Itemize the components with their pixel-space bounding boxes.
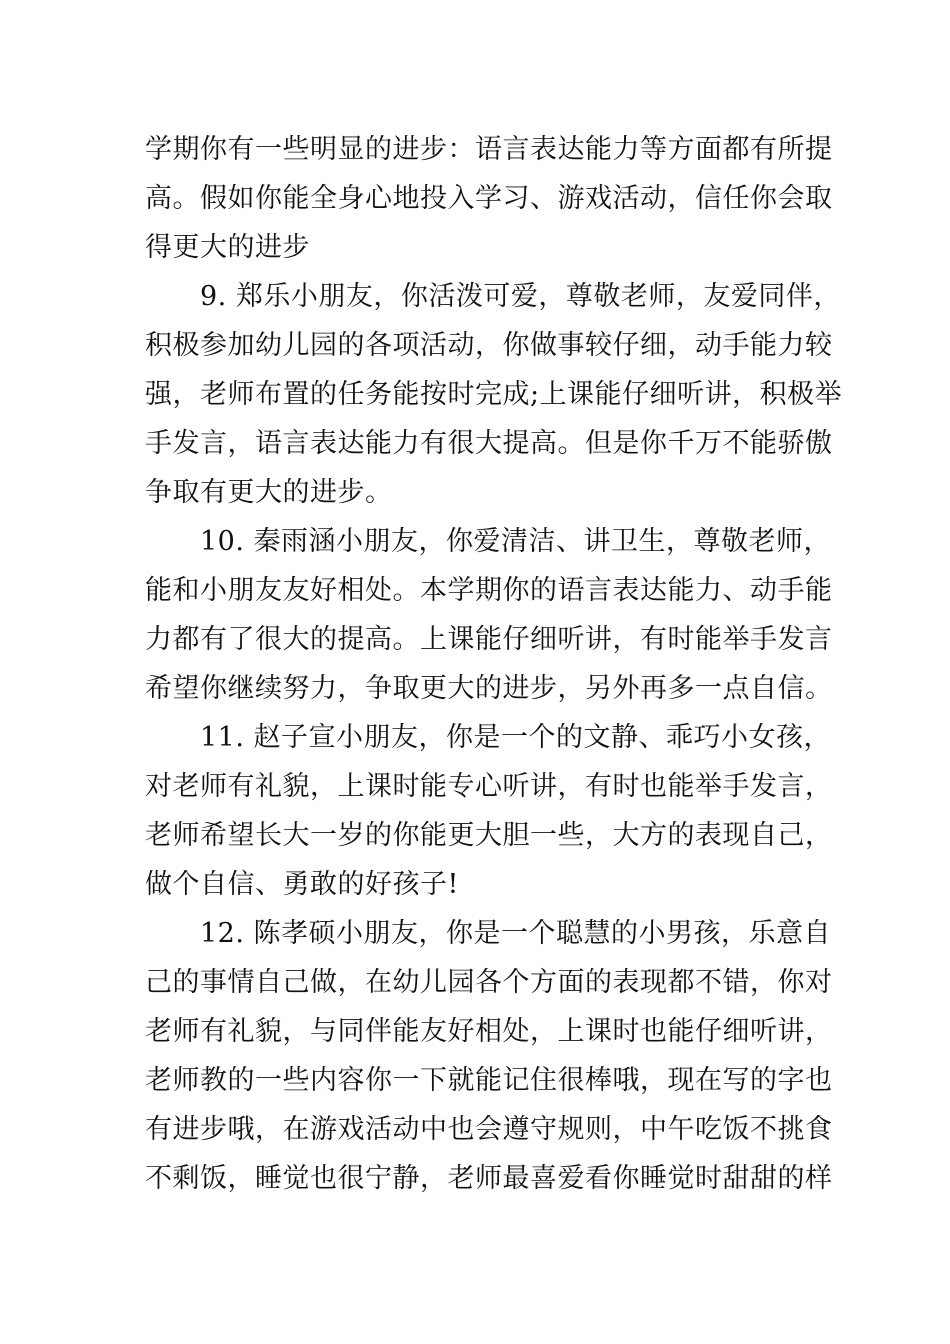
text-line: 对老师有礼貌，上课时能专心听讲，有时也能举手发言， bbox=[145, 771, 833, 802]
text-line: 学期你有一些明显的进步：语言表达能力等方面都有所提 bbox=[145, 134, 833, 165]
text-line: 11. 赵子宣小朋友，你是一个的文静、乖巧小女孩， bbox=[200, 722, 832, 753]
text-line: 9. 郑乐小朋友，你活泼可爱，尊敬老师，友爱同伴， bbox=[200, 281, 841, 312]
text-line: 老师教的一些内容你一下就能记住很棒哦，现在写的字也 bbox=[145, 1065, 833, 1096]
paragraph-item-10 bbox=[145, 517, 833, 713]
text-line: 力都有了很大的提高。上课能仔细听讲，有时能举手发言 bbox=[145, 624, 833, 655]
paragraph-item-9 bbox=[145, 272, 843, 517]
text-line: 能和小朋友友好相处。本学期你的语言表达能力、动手能 bbox=[145, 575, 833, 606]
text-line: 不剩饭，睡觉也很宁静，老师最喜爱看你睡觉时甜甜的样 bbox=[145, 1163, 833, 1194]
text-line: 得更大的进步 bbox=[145, 232, 310, 263]
text-line: 12. 陈孝硕小朋友，你是一个聪慧的小男孩，乐意自 bbox=[200, 918, 832, 949]
text-line: 老师希望长大一岁的你能更大胆一些，大方的表现自己， bbox=[145, 820, 833, 851]
text-line: 手发言，语言表达能力有很大提高。但是你千万不能骄傲 bbox=[145, 428, 833, 459]
document-body bbox=[145, 125, 843, 1203]
text-line: 做个自信、勇敢的好孩子! bbox=[145, 869, 459, 900]
text-line: 有进步哦，在游戏活动中也会遵守规则，中午吃饭不挑食 bbox=[145, 1114, 833, 1145]
paragraph-item-12 bbox=[145, 909, 833, 1203]
text-line: 老师有礼貌，与同伴能友好相处，上课时也能仔细听讲， bbox=[145, 1016, 833, 1047]
text-line: 10. 秦雨涵小朋友，你爱清洁、讲卫生，尊敬老师， bbox=[200, 526, 832, 557]
text-line: 高。假如你能全身心地投入学习、游戏活动，信任你会取 bbox=[145, 183, 833, 214]
text-line: 积极参加幼儿园的各项活动，你做事较仔细，动手能力较 bbox=[145, 330, 833, 361]
text-line: 己的事情自己做，在幼儿园各个方面的表现都不错，你对 bbox=[145, 967, 833, 998]
text-line: 争取有更大的进步。 bbox=[145, 477, 393, 508]
paragraph-continuation bbox=[145, 125, 833, 272]
paragraph-item-11 bbox=[145, 713, 833, 909]
text-line: 希望你继续努力，争取更大的进步，另外再多一点自信。 bbox=[145, 673, 833, 704]
text-line: 强，老师布置的任务能按时完成;上课能仔细听讲，积极举 bbox=[145, 379, 843, 410]
